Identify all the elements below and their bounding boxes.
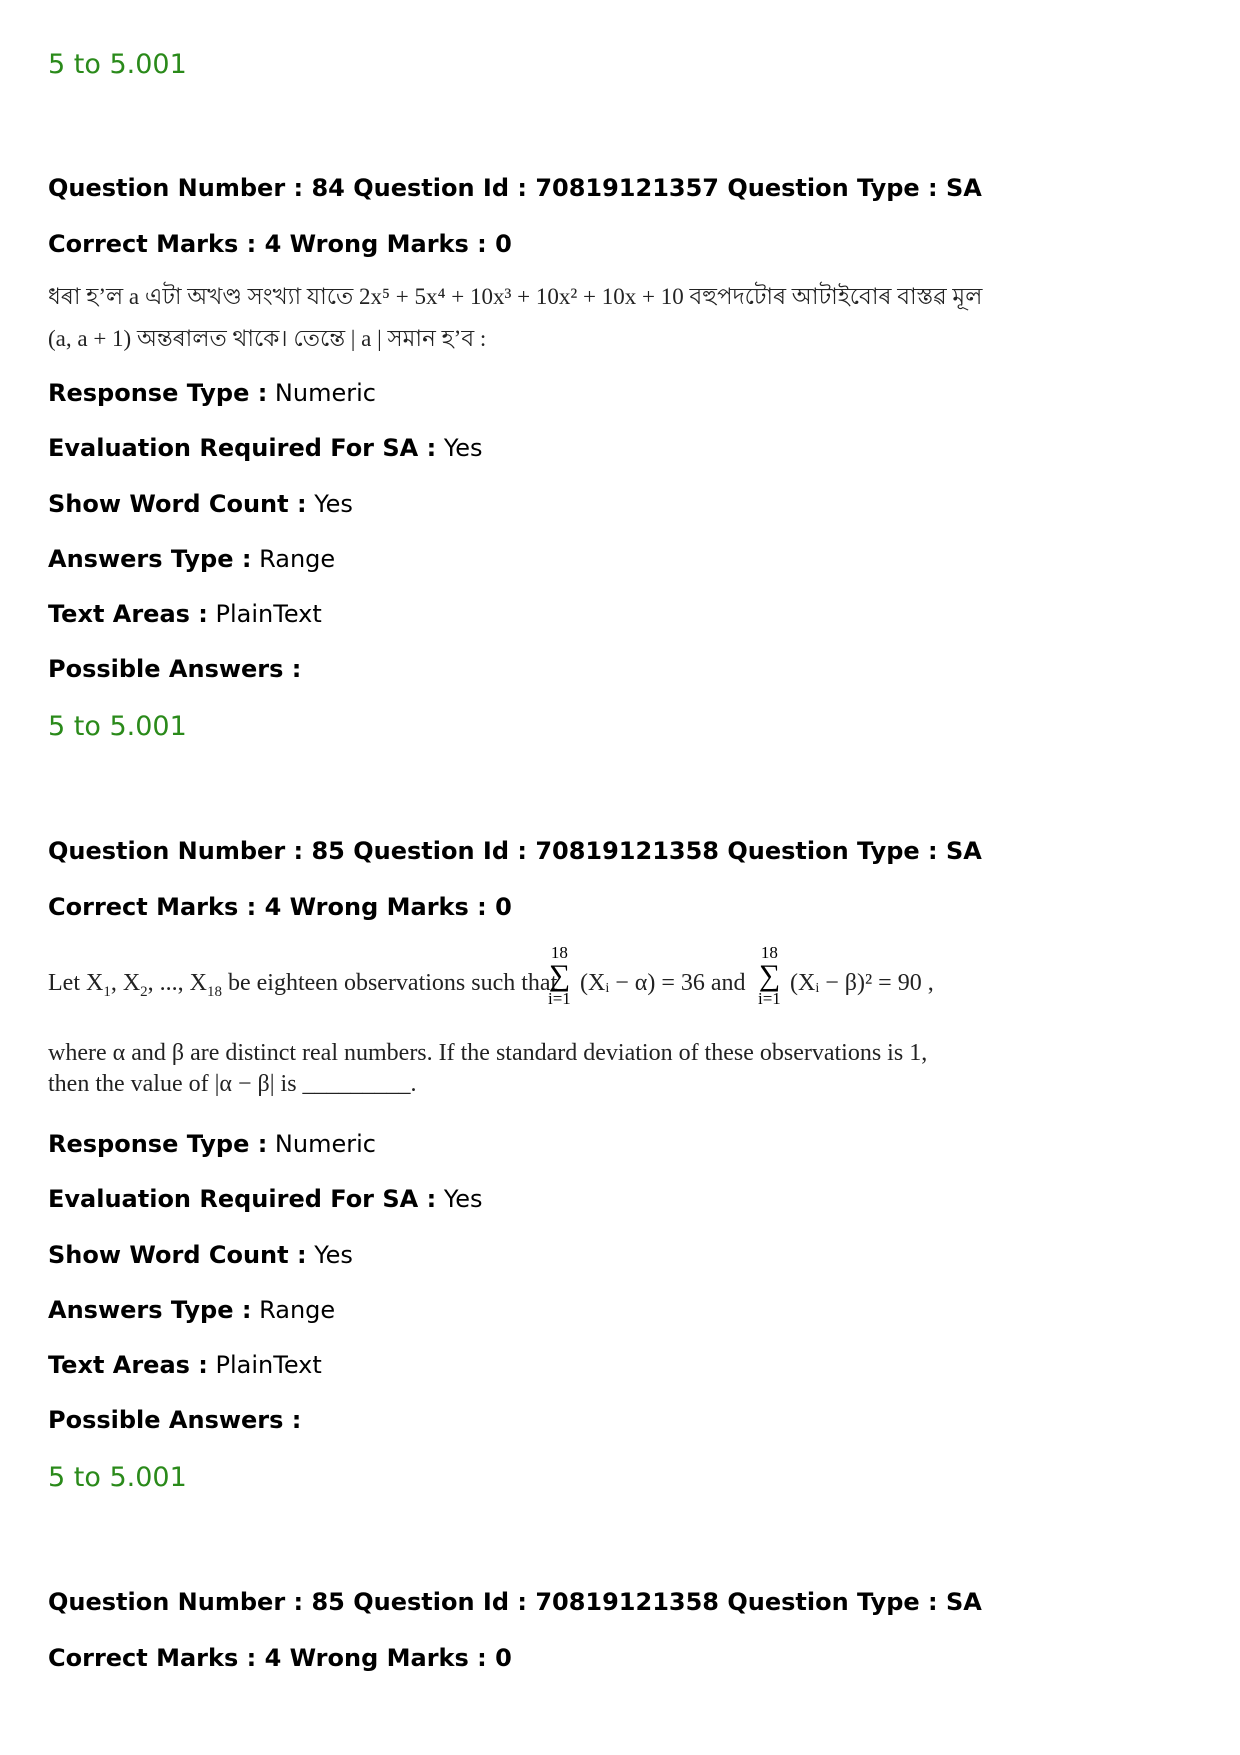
possible-answers-label: Possible Answers :	[48, 655, 302, 683]
summation-term: (Xᵢ − α) = 36 and	[580, 970, 746, 996]
question-text-line: (a, a + 1) অন্তৰালত থাকে। তেন্তে | a | সমান হ’ব :	[48, 326, 487, 351]
summation-symbol: 18 ∑ i=1	[548, 943, 571, 1008]
possible-answers-label: Possible Answers :	[48, 1406, 302, 1434]
text-areas-row: Text Areas : PlainText	[48, 600, 322, 628]
marks-line: Correct Marks : 4 Wrong Marks : 0	[48, 230, 512, 258]
question-text-line: Let $X_1$, $X_2$, ..., $X_{18}$ be eighteen observations such that	[48, 970, 558, 1000]
polynomial: 2x⁵ + 5x⁴ + 10x³ + 10x² + 10x + 10	[359, 284, 684, 309]
possible-answer-value: 5 to 5.001	[48, 1462, 187, 1493]
response-type-row: Response Type : Numeric	[48, 1130, 376, 1158]
marks-line: Correct Marks : 4 Wrong Marks : 0	[48, 893, 512, 921]
question-text-line: then the value of |α − β| is _________.	[48, 1071, 417, 1097]
possible-answer-value: 5 to 5.001	[48, 711, 187, 742]
response-type-row: Response Type : Numeric	[48, 379, 376, 407]
evaluation-required-row: Evaluation Required For SA : Yes	[48, 1185, 483, 1213]
answers-type-row: Answers Type : Range	[48, 1296, 336, 1324]
question-header: Question Number : 84 Question Id : 70819121357 Question Type : SA	[48, 174, 982, 202]
question-header: Question Number : 85 Question Id : 70819121358 Question Type : SA	[48, 1588, 982, 1616]
possible-answer-value: 5 to 5.001	[48, 49, 187, 80]
question-text-line: where α and β are distinct real numbers. If the standard deviation of these observations is 1,	[48, 1040, 928, 1066]
question-text-line: ধৰা হ’ল a এটা অখণ্ড সংখ্যা যাতে 2x⁵ + 5x⁴ + 10x³ + 10x² + 10x + 10 বহুপদটোৰ আটাইবোৰ বাস্তৱ মূল	[48, 284, 983, 309]
summation-term: (Xᵢ − β)² = 90 ,	[790, 970, 934, 996]
show-word-count-row: Show Word Count : Yes	[48, 1241, 353, 1269]
answers-type-row: Answers Type : Range	[48, 545, 336, 573]
summation-symbol: 18 ∑ i=1	[758, 943, 781, 1008]
show-word-count-row: Show Word Count : Yes	[48, 490, 353, 518]
text-areas-row: Text Areas : PlainText	[48, 1351, 322, 1379]
evaluation-required-row: Evaluation Required For SA : Yes	[48, 434, 483, 462]
marks-line: Correct Marks : 4 Wrong Marks : 0	[48, 1644, 512, 1672]
question-header: Question Number : 85 Question Id : 70819121358 Question Type : SA	[48, 837, 982, 865]
